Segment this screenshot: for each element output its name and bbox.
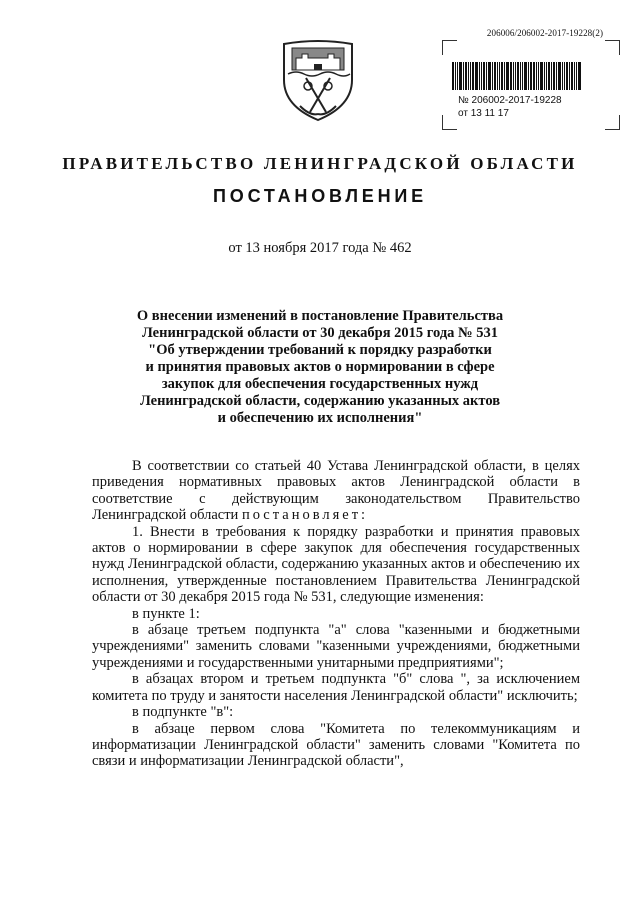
document-date-number: от 13 ноября 2017 года № 462 — [228, 240, 412, 256]
subject-line: и обеспечению их исполнения" — [217, 410, 423, 426]
resolves-word: постановляет: — [241, 507, 369, 524]
stamp-top-code: 206006/206002-2017-19228(2) — [486, 28, 604, 38]
body-paragraph-intro — [92, 458, 580, 524]
subject-line: Ленинградской области от 30 декабря 2015 года № 531 — [141, 325, 499, 341]
intro-text: В соответствии со статьей 40 Устава Ленинградской области, в целях приведения нормативных правовых актов Ленинградской области в соответствие с действующим законодательством Правительство Ленинградской области — [92, 458, 580, 524]
subject-line: Ленинградской области, содержанию указанных актов — [139, 393, 501, 409]
body-paragraph: в подпункте "в": — [132, 704, 234, 721]
stamp-reg-number: № 206002-2017-19228 — [458, 95, 562, 106]
document-body — [92, 458, 580, 770]
coat-of-arms-icon — [270, 34, 366, 124]
body-paragraph: в абзаце первом слова "Комитета по телекоммуникациям и информатизации Ленинградской области" заменить словами "Комитета по связи и информатизации Ленинградской области", — [92, 720, 580, 770]
body-paragraph: в пункте 1: — [132, 605, 200, 622]
body-paragraph: в абзаце третьем подпункта "а" слова "казенными и бюджетными учреждениями" заменить словами "казенными учреждениями, бюджетными учреждениями и государственными унитарными предприятиями"; — [92, 622, 580, 671]
stamp-reg-date: от 13 11 17 — [458, 108, 509, 119]
government-title: ПРАВИТЕЛЬСТВО ЛЕНИНГРАДСКОЙ ОБЛАСТИ — [62, 154, 578, 173]
body-paragraph: в абзацах втором и третьем подпункта "б" слова ", за исключением комитета по труду и занятости населения Ленинградской области" исключить; — [92, 671, 580, 704]
document-type: ПОСТАНОВЛЕНИЕ — [213, 186, 427, 206]
body-paragraph: 1. Внести в требования к порядку разработки и принятия правовых актов о нормировании в сфере закупок для обеспечения государственных нужд Ленинградской области, содержанию указанных актов и обеспечению их исполнения, утвержденные постановлением Правительства Ленинградской области от 30 декабря 2015 года № 531, следующие изменения: — [92, 523, 580, 606]
subject-line: закупок для обеспечения государственных нужд — [161, 376, 479, 392]
subject-line: О внесении изменений в постановление Правительства — [136, 308, 504, 324]
barcode-icon — [452, 62, 612, 90]
document-subject — [110, 308, 530, 427]
subject-line: "Об утверждении требований к порядку разработки — [148, 342, 492, 358]
subject-line: и принятия правовых актов о нормировании в сфере — [145, 359, 495, 375]
